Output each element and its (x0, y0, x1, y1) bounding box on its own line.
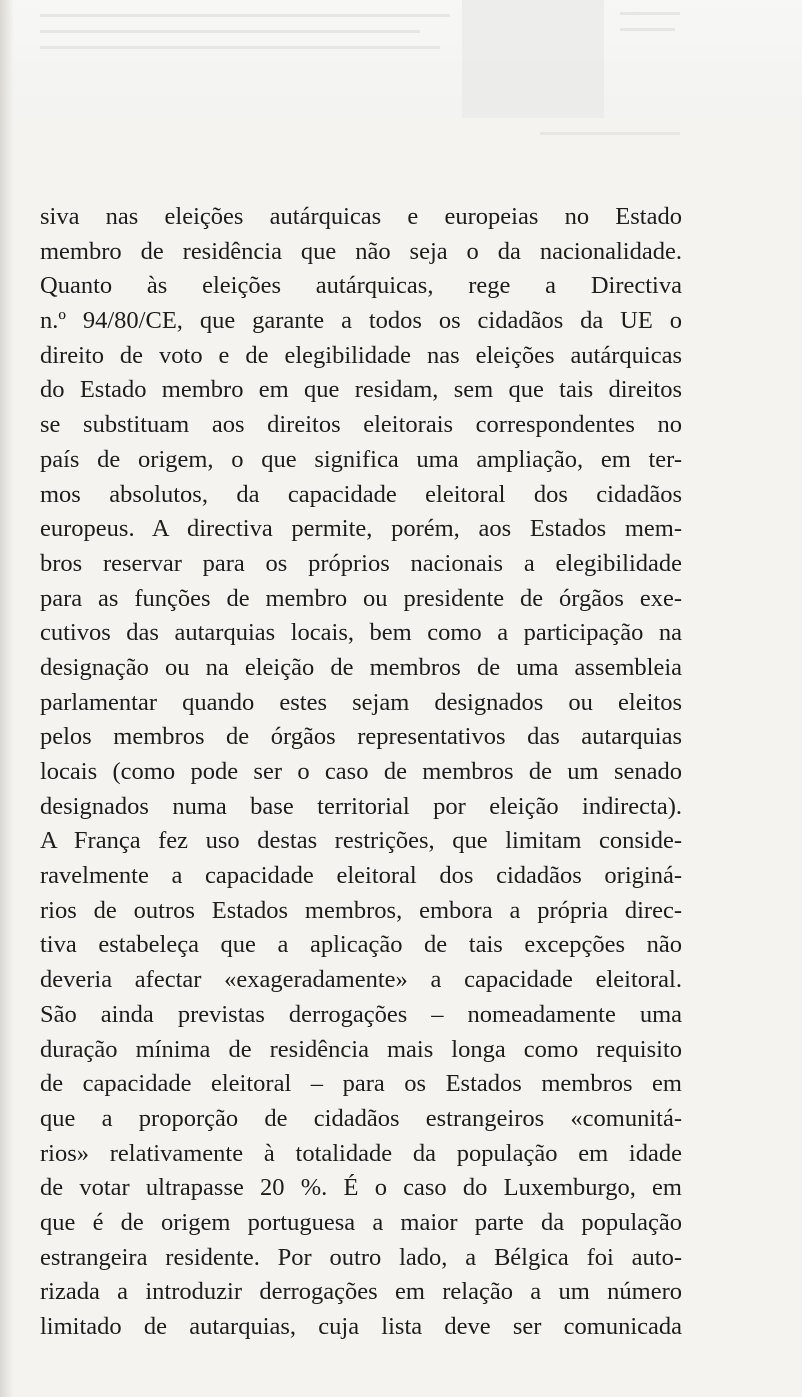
text-line: estrangeira residente. Por outro lado, a Bélgica foi auto- (40, 1243, 682, 1271)
show-through-line (540, 132, 680, 135)
show-through-line (40, 46, 440, 49)
text-line: locais (como pode ser o caso de membros de um senado (40, 758, 682, 785)
show-through-line (40, 30, 420, 33)
show-through-line (620, 28, 675, 31)
show-through-line (40, 14, 450, 17)
text-line: direito de voto e de elegibilidade nas eleições autárquicas (40, 341, 682, 369)
show-through-header-area (0, 0, 802, 150)
text-line: designação ou na eleição de membros de uma assembleia (40, 653, 682, 681)
text-line: deveria afectar «exageradamente» a capacidade eleitoral. (40, 966, 682, 994)
text-line: rios» relativamente à totalidade da população em idade (40, 1139, 682, 1167)
text-line: duração mínima de residência mais longa como requisito (40, 1035, 682, 1063)
text-line: Quanto às eleições autárquicas, rege a Directiva (40, 272, 682, 300)
text-line: A França fez uso destas restrições, que limitam conside- (40, 827, 682, 855)
text-line: que é de origem portuguesa a maior parte da população (40, 1208, 682, 1236)
text-line: mos absolutos, da capacidade eleitoral dos cidadãos (40, 480, 682, 508)
show-through-image-block (462, 0, 604, 118)
text-line: tiva estabeleça que a aplicação de tais excepções não (40, 931, 682, 959)
text-line: siva nas eleições autárquicas e europeias no Estado (40, 203, 682, 230)
text-line: limitado de autarquias, cuja lista deve ser comunicada (40, 1313, 682, 1340)
text-line: do Estado membro em que residam, sem que tais direitos (40, 376, 682, 404)
text-line: se substituam aos direitos eleitorais correspondentes no (40, 411, 682, 439)
text-line: para as funções de membro ou presidente de órgãos exe- (40, 584, 682, 612)
show-through-line (620, 12, 680, 15)
text-line: de capacidade eleitoral – para os Estados membros em (40, 1070, 682, 1098)
body-text (40, 200, 682, 1345)
text-line: parlamentar quando estes sejam designados ou eleitos (40, 688, 682, 716)
text-line: cutivos das autarquias locais, bem como a participação na (40, 619, 682, 647)
text-line: país de origem, o que significa uma ampliação, em ter- (40, 445, 682, 473)
text-line: rios de outros Estados membros, embora a própria direc- (40, 896, 682, 924)
text-line: rizada a introduzir derrogações em relação a um número (40, 1278, 682, 1306)
text-line: pelos membros de órgãos representativos das autarquias (40, 723, 682, 751)
page-gutter-shadow (0, 0, 14, 1397)
text-line: europeus. A directiva permite, porém, aos Estados mem- (40, 515, 682, 543)
text-line: São ainda previstas derrogações – nomeadamente uma (40, 1000, 682, 1028)
text-line: que a proporção de cidadãos estrangeiros «comunitá- (40, 1104, 682, 1132)
text-line: bros reservar para os próprios nacionais a elegibilidade (40, 549, 682, 577)
text-line: designados numa base territorial por eleição indirecta). (40, 792, 682, 820)
text-line: membro de residência que não seja o da nacionalidade. (40, 237, 682, 265)
text-line: ravelmente a capacidade eleitoral dos cidadãos originá- (40, 862, 682, 890)
text-line: de votar ultrapasse 20 %. É o caso do Luxemburgo, em (40, 1174, 682, 1202)
text-line: n.º 94/80/CE, que garante a todos os cidadãos da UE o (40, 307, 682, 335)
